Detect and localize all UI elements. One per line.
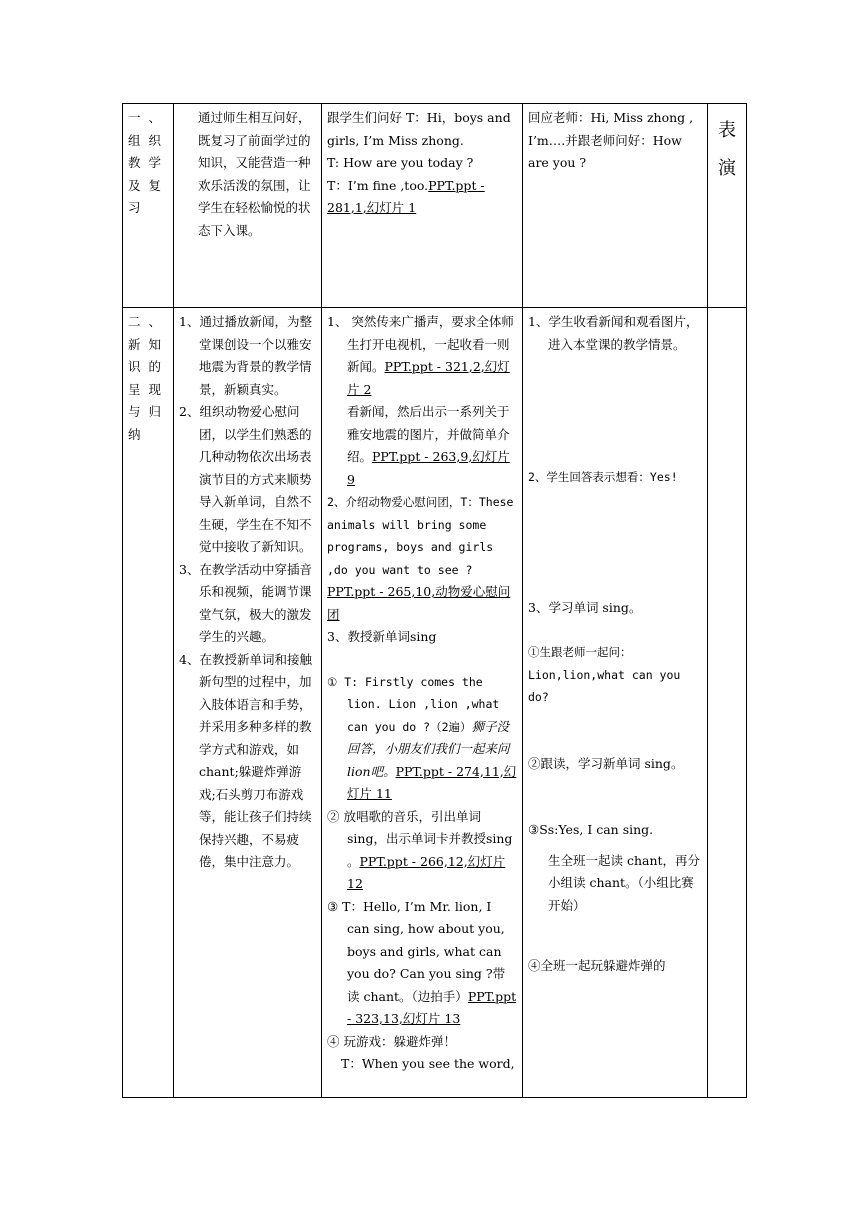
slide-link[interactable]: PPT.ppt - 281,1,幻灯片 1	[327, 177, 485, 215]
stage-text: 一、组织教学及复习	[128, 110, 168, 215]
purpose-item: 4、在教授新单词和接触新句型的过程中，加入肢体语言和手势，并采用多种多样的教学方式和游戏，如chant;躲避炸弹游戏;石头剪刀布游戏等，能让孩子们持续保持兴趣，不易疲倦，集中注意力。	[179, 651, 312, 869]
teacher-line: ④ 玩游戏：躲避炸弹！	[327, 1033, 456, 1049]
student-line: 生全班一起读 chant，再分小组读 chant。（小组比赛开始）	[548, 852, 701, 913]
table-row	[123, 104, 747, 308]
teacher-line: T：When you see the word,	[341, 1056, 515, 1071]
teacher-line: T：I’m fine ,too.	[327, 177, 429, 193]
purpose-text: 通过师生相互问好，既复习了前面学过的知识，又能营造一种欢乐活泼的氛围，让学生在轻松愉悦的状态下入课。	[198, 110, 311, 238]
purpose-item: 3、在教学活动中穿插音乐和视频，能调节课堂气氛，极大的激发学生的兴趣。	[179, 561, 312, 644]
student-activity-cell	[523, 104, 708, 308]
note-text: 表演	[718, 120, 736, 179]
student-text: 回应老师：Hi, Miss zhong , I’m….并跟老师问好：How are you ?	[528, 110, 694, 170]
slide-link[interactable]: PPT.ppt - 266,12,幻灯片 12	[347, 853, 506, 891]
slide-link[interactable]: PPT.ppt - 265,10,动物爱心慰问团	[327, 584, 511, 622]
teacher-line: ① T: Firstly comes the lion. Lion ,lion ,what can you do ?（2遍）	[327, 674, 500, 734]
student-line: 1、学生收看新闻和观看图片，进入本堂课的教学情景。	[528, 314, 699, 352]
teacher-line: 跟学生们问好 T：Hi，boys and girls, I’m Miss zhong.	[327, 110, 511, 148]
student-line: 3、学习单词 sing。	[528, 599, 642, 615]
teacher-line: ② 放唱歌的音乐，引出单词sing，出示单词卡并教授sing 。	[327, 808, 513, 869]
student-line: ③Ss:Yes, I can sing.	[528, 822, 654, 837]
student-line: ④全班一起玩躲避炸弹的	[528, 958, 666, 973]
stage-cell	[123, 104, 174, 308]
note-cell	[708, 104, 747, 308]
purpose-cell	[174, 308, 322, 1098]
teacher-line: 3、教授新单词sing	[327, 629, 437, 644]
teacher-activity-cell	[322, 308, 523, 1098]
lesson-plan-table	[122, 103, 747, 1098]
student-line: ②跟读，学习新单词 sing。	[528, 755, 684, 771]
stage-cell	[123, 308, 174, 1098]
purpose-item: 1、通过播放新闻，为整堂课创设一个以雅安地震为背景的教学情景，新颖真实。	[179, 314, 312, 397]
student-activity-cell	[523, 308, 708, 1098]
teacher-line: ③ T：Hello, I’m Mr. lion, I can sing, how about you, boys and girls, what can you do? Can you sing ?带读 chant。（边拍手）	[327, 898, 506, 1004]
teacher-activity-cell	[322, 104, 523, 308]
teacher-line: T: How are you today ?	[327, 155, 474, 170]
slide-link[interactable]: PPT.ppt - 263,9,幻灯片 9	[347, 449, 510, 487]
teacher-line: 看新闻，然后出示一系列关于雅安地震的图片，并做简单介绍。	[347, 404, 510, 464]
teacher-line: 1、 突然传来广播声，要求全体师生打开电视机，一起收看一则新闻。	[327, 314, 514, 374]
table-row	[123, 308, 747, 1098]
teacher-line: 2、介绍动物爱心慰问团，T：These animals will bring some programs, boys and girls ,do you want to see ?	[327, 495, 514, 577]
slide-link[interactable]: PPT.ppt - 274,11,幻灯片 11	[347, 763, 517, 801]
student-line: 2、学生回答表示想看：Yes!	[528, 470, 678, 484]
teacher-line: 狮子没回答，小朋友们我们一起来问lion吧。	[347, 718, 510, 779]
student-line: ①生跟老师一起问：Lion,lion,what can you do?	[528, 645, 681, 704]
note-cell	[708, 308, 747, 1098]
purpose-cell	[174, 104, 322, 308]
slide-link[interactable]: PPT.ppt - 323,13,幻灯片 13	[347, 988, 517, 1026]
slide-link[interactable]: PPT.ppt - 321,2,幻灯片 2	[347, 359, 510, 397]
stage-text: 二、新知识的呈现与归纳	[128, 314, 168, 442]
purpose-item: 2、组织动物爱心慰问团，以学生们熟悉的几种动物依次出场表演节目的方式来顺势导入新单词，自然不生硬，学生在不知不觉中接收了新知识。	[179, 404, 312, 554]
